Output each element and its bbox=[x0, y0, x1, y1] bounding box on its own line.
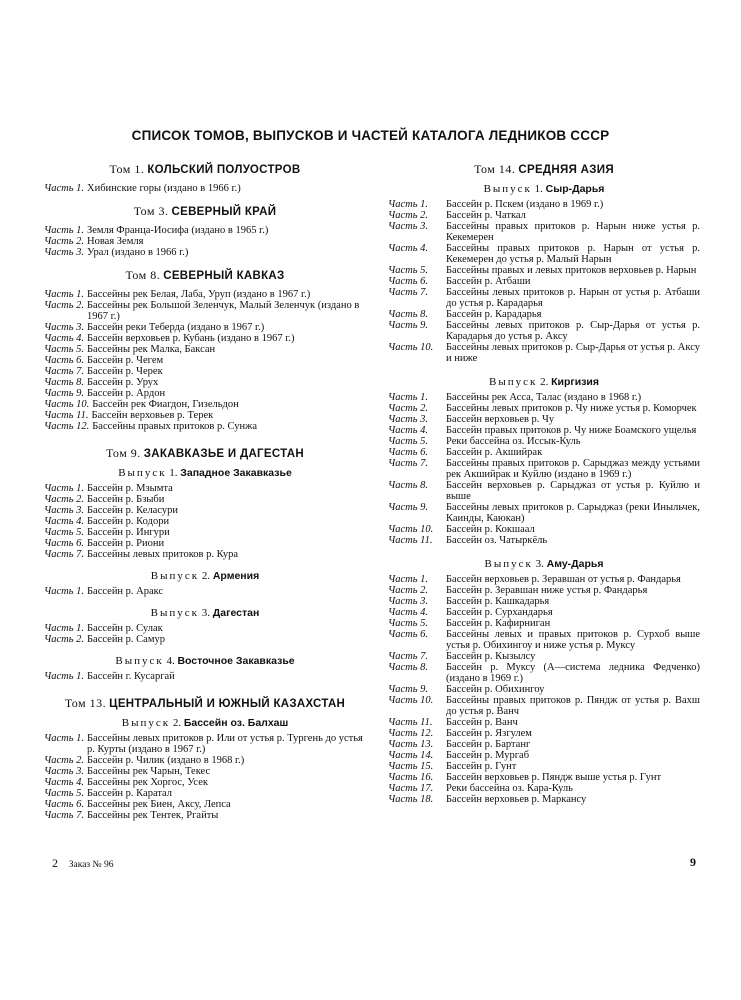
tom-heading bbox=[44, 268, 366, 283]
catalog-entry bbox=[388, 728, 700, 739]
part-label: Часть 16. bbox=[388, 772, 434, 783]
part-description: Бассейн р. Ванч bbox=[446, 717, 518, 728]
part-description: Бассейн рек Фиагдон, Гизельдон bbox=[92, 399, 239, 410]
vypusk-number: 1. bbox=[169, 467, 178, 479]
part-label: Часть 2. bbox=[388, 403, 429, 414]
part-label: Часть 4. bbox=[44, 516, 85, 527]
catalog-entry bbox=[44, 733, 366, 755]
part-description: Бассейн р. Каратал bbox=[87, 788, 173, 799]
catalog-entry bbox=[44, 183, 366, 194]
vypusk-word: Выпуск bbox=[118, 467, 167, 479]
part-label: Часть 6. bbox=[388, 276, 429, 287]
part-description: Бассейны левых притоков р. Кура bbox=[87, 549, 238, 560]
tom-name: СРЕДНЯЯ АЗИЯ bbox=[518, 164, 614, 176]
catalog-entry bbox=[388, 199, 700, 210]
part-label: Часть 5. bbox=[388, 436, 429, 447]
entry-list bbox=[388, 199, 700, 364]
vypusk-word: Выпуск bbox=[150, 607, 200, 619]
part-description: Бассейны рек Белая, Лаба, Уруп (издано в 1967 г.) bbox=[87, 289, 311, 300]
catalog-entry bbox=[388, 221, 700, 243]
footer-signature bbox=[52, 856, 113, 871]
vypusk-number: 4. bbox=[166, 655, 175, 667]
part-label: Часть 6. bbox=[44, 799, 85, 810]
part-label: Часть 3. bbox=[44, 322, 85, 333]
catalog-entry bbox=[388, 287, 700, 309]
part-label: Часть 10. bbox=[388, 695, 434, 706]
tom-name: КОЛЬСКИЙ ПОЛУОСТРОВ bbox=[147, 164, 301, 176]
catalog-entry bbox=[44, 344, 366, 355]
part-description: Бассейны рек Большой Зеленчук, Малый Зеленчук (издано в 1967 г.) bbox=[87, 300, 360, 322]
part-description: Бассейн р. Атбаши bbox=[446, 276, 531, 287]
tom-heading bbox=[44, 204, 366, 219]
vypusk-number: 3. bbox=[535, 558, 544, 570]
part-label: Часть 6. bbox=[44, 355, 85, 366]
catalog-entry bbox=[388, 403, 700, 414]
catalog-entry bbox=[388, 342, 700, 364]
part-label: Часть 14. bbox=[388, 750, 434, 761]
tom-9-section bbox=[44, 446, 366, 682]
part-description: Бассейны левых притоков р. Сыр-Дарья от устья р. Аксу и ниже bbox=[446, 342, 700, 364]
part-label: Часть 3. bbox=[388, 221, 429, 232]
catalog-entry bbox=[388, 276, 700, 287]
tom-number: Том 13. bbox=[64, 696, 107, 710]
catalog-entry bbox=[388, 458, 700, 480]
part-label: Часть 3. bbox=[44, 505, 85, 516]
catalog-entry bbox=[388, 502, 700, 524]
catalog-entry bbox=[388, 535, 700, 546]
catalog-entry bbox=[388, 425, 700, 436]
part-description: Хибинские горы (издано в 1966 г.) bbox=[87, 183, 241, 194]
part-label: Часть 4. bbox=[388, 243, 429, 254]
catalog-entry bbox=[388, 783, 700, 794]
part-description: Бассейн р. Сулак bbox=[87, 623, 163, 634]
vypusk-number: 1. bbox=[534, 183, 543, 195]
part-description: Бассейн р. Язгулем bbox=[446, 728, 532, 739]
part-label: Часть 1. bbox=[44, 623, 85, 634]
vypusk-name: Сыр-Дарья bbox=[545, 183, 605, 195]
catalog-entry bbox=[388, 243, 700, 265]
part-label: Часть 2. bbox=[44, 755, 85, 766]
vypusk-name: Киргизия bbox=[551, 376, 599, 388]
entry-list bbox=[44, 483, 366, 560]
part-label: Часть 6. bbox=[388, 447, 429, 458]
part-label: Часть 9. bbox=[388, 684, 429, 695]
part-label: Часть 4. bbox=[388, 607, 429, 618]
part-label: Часть 2. bbox=[44, 236, 85, 247]
part-description: Бассейн р. Чаткал bbox=[446, 210, 526, 221]
part-description: Новая Земля bbox=[87, 236, 144, 247]
tom-number: Том 14. bbox=[474, 162, 516, 176]
entry-list bbox=[388, 574, 700, 805]
vypusk-heading bbox=[44, 717, 366, 729]
catalog-entry bbox=[44, 399, 366, 410]
tom-number: Том 3. bbox=[133, 204, 169, 218]
catalog-entry bbox=[388, 618, 700, 629]
part-label: Часть 1. bbox=[44, 225, 85, 236]
part-description: Бассейн р. Бартанг bbox=[446, 739, 531, 750]
catalog-entry bbox=[388, 447, 700, 458]
part-label: Часть 1. bbox=[44, 183, 85, 194]
catalog-entry bbox=[44, 388, 366, 399]
tom-8-section bbox=[44, 268, 366, 432]
part-label: Часть 3. bbox=[388, 414, 429, 425]
part-description: Бассейны рек Хоргос, Усек bbox=[87, 777, 208, 788]
catalog-entry bbox=[44, 549, 366, 560]
catalog-entry bbox=[44, 247, 366, 258]
part-label: Часть 4. bbox=[44, 777, 85, 788]
part-description: Бассейн р. Муксу (А—система ледника Федченко) (издано в 1969 г.) bbox=[446, 662, 700, 684]
tom-number: Том 9. bbox=[106, 446, 141, 460]
vypusk-word: Выпуск bbox=[484, 558, 533, 570]
tom-heading bbox=[388, 162, 700, 177]
part-description: Бассейны правых притоков р. Сунжа bbox=[92, 421, 258, 432]
part-description: Реки бассейна оз. Кара-Куль bbox=[446, 783, 573, 794]
part-description: Бассейн р. Черек bbox=[87, 366, 163, 377]
catalog-entry bbox=[388, 739, 700, 750]
right-column bbox=[388, 162, 700, 815]
entry-list bbox=[388, 392, 700, 546]
catalog-entry bbox=[388, 750, 700, 761]
part-description: Бассейны рек Малка, Баксан bbox=[87, 344, 216, 355]
part-description: Бассейн р. Самур bbox=[87, 634, 165, 645]
catalog-entry bbox=[388, 695, 700, 717]
part-description: Бассейн г. Кусаргай bbox=[87, 671, 175, 682]
part-label: Часть 2. bbox=[44, 300, 85, 311]
part-description: Бассейн верховьев р. Пяндж выше устья р. Гунт bbox=[446, 772, 662, 783]
part-description: Бассейн верховьев р. Чу bbox=[446, 414, 555, 425]
part-description: Земля Франца-Иосифа (издано в 1965 г.) bbox=[87, 225, 269, 236]
catalog-entry bbox=[388, 607, 700, 618]
part-label: Часть 3. bbox=[388, 596, 429, 607]
catalog-entry bbox=[44, 634, 366, 645]
part-description: Бассейн верховьев р. Маркансу bbox=[446, 794, 587, 805]
catalog-entry bbox=[44, 483, 366, 494]
catalog-entry bbox=[44, 410, 366, 421]
vypusk-heading bbox=[388, 376, 700, 388]
part-description: Бассейн правых притоков р. Чу ниже Боамского ущелья bbox=[446, 425, 697, 436]
part-description: Бассейн р. Риони bbox=[87, 538, 165, 549]
part-description: Бассейн р. Келасури bbox=[87, 505, 178, 516]
part-label: Часть 11. bbox=[44, 410, 89, 421]
catalog-entry bbox=[388, 480, 700, 502]
part-label: Часть 7. bbox=[44, 549, 85, 560]
part-label: Часть 3. bbox=[44, 247, 85, 258]
vypusk-word: Выпуск bbox=[115, 655, 164, 667]
vypusk-name: Западное Закавказье bbox=[180, 467, 292, 479]
part-description: Бассейн р. Акшийрак bbox=[446, 447, 543, 458]
catalog-entry bbox=[44, 538, 366, 549]
part-description: Бассейн р. Обихингоу bbox=[446, 684, 545, 695]
part-description: Бассейн р. Сурхандарья bbox=[446, 607, 553, 618]
part-label: Часть 5. bbox=[388, 618, 429, 629]
part-description: Бассейн верховьев р. Терек bbox=[91, 410, 214, 421]
catalog-entry bbox=[44, 527, 366, 538]
entry-list bbox=[44, 586, 366, 597]
part-label: Часть 17. bbox=[388, 783, 434, 794]
catalog-entry bbox=[388, 772, 700, 783]
part-description: Бассейн верховьев р. Кубань (издано в 1967 г.) bbox=[87, 333, 295, 344]
part-description: Реки бассейна оз. Иссык-Куль bbox=[446, 436, 581, 447]
part-description: Бассейн верховьев р. Сарыджаз от устья р. Куйлю и выше bbox=[446, 480, 700, 502]
part-label: Часть 12. bbox=[388, 728, 434, 739]
catalog-entry bbox=[44, 623, 366, 634]
part-label: Часть 18. bbox=[388, 794, 434, 805]
part-label: Часть 7. bbox=[44, 810, 85, 821]
part-label: Часть 1. bbox=[388, 199, 429, 210]
part-label: Часть 9. bbox=[388, 320, 429, 331]
tom-heading bbox=[44, 162, 366, 177]
part-label: Часть 8. bbox=[44, 377, 85, 388]
vypusk-word: Выпуск bbox=[121, 717, 171, 729]
part-description: Бассейны рек Биен, Аксу, Лепса bbox=[87, 799, 231, 810]
part-description: Бассейн р. Пскем (издано в 1969 г.) bbox=[446, 199, 604, 210]
catalog-entry bbox=[44, 586, 366, 597]
part-label: Часть 13. bbox=[388, 739, 434, 750]
vypusk-name: Дагестан bbox=[212, 607, 260, 619]
part-label: Часть 1. bbox=[44, 733, 85, 744]
catalog-entry bbox=[44, 799, 366, 810]
part-description: Бассейны правых притоков р. Нарын от устья р. Кекемерен до устья р. Малый Нарын bbox=[446, 243, 700, 265]
part-description: Бассейн р. Зеравшан ниже устья р. Фандарья bbox=[446, 585, 648, 596]
part-label: Часть 1. bbox=[44, 483, 85, 494]
vypusk-name: Армения bbox=[212, 570, 260, 582]
part-label: Часть 6. bbox=[44, 538, 85, 549]
catalog-entry bbox=[388, 320, 700, 342]
entry-list bbox=[44, 671, 366, 682]
part-label: Часть 15. bbox=[388, 761, 434, 772]
vypusk-heading bbox=[388, 558, 700, 570]
part-description: Бассейн р. Ардон bbox=[87, 388, 166, 399]
catalog-entry bbox=[388, 662, 700, 684]
catalog-entry bbox=[44, 766, 366, 777]
tom-name: ЗАКАВКАЗЬЕ И ДАГЕСТАН bbox=[143, 448, 304, 460]
part-label: Часть 2. bbox=[388, 585, 429, 596]
part-label: Часть 1. bbox=[388, 574, 429, 585]
catalog-entry bbox=[44, 505, 366, 516]
part-description: Бассейны левых притоков р. Нарын от устья р. Атбаши до устья р. Карадарья bbox=[446, 287, 700, 309]
tom-name: СЕВЕРНЫЙ КАВКАЗ bbox=[163, 270, 285, 282]
part-description: Бассейны левых притоков р. Сарыджаз (реки Иныльчек, Каинды, Каюкан) bbox=[446, 502, 700, 524]
part-description: Бассейн р. Кодори bbox=[87, 516, 170, 527]
vypusk-number: 2. bbox=[540, 376, 549, 388]
catalog-entry bbox=[44, 421, 366, 432]
catalog-entry bbox=[44, 300, 366, 322]
part-description: Бассейны рек Тентек, Ргайты bbox=[87, 810, 219, 821]
part-description: Бассейны правых притоков р. Пяндж от устья р. Вахш до устья р. Ванч bbox=[446, 695, 700, 717]
vypusk-word: Выпуск bbox=[483, 183, 532, 195]
signature-number: 2 bbox=[52, 856, 58, 870]
catalog-entry bbox=[388, 265, 700, 276]
part-description: Бассейн р. Чегем bbox=[87, 355, 164, 366]
vypusk-name: Восточное Закавказье bbox=[177, 655, 295, 667]
catalog-entry bbox=[44, 671, 366, 682]
part-description: Бассейны левых притоков р. Или от устья р. Тургень до устья р. Курты (издано в 1967 г.) bbox=[87, 733, 363, 755]
part-label: Часть 1. bbox=[44, 289, 85, 300]
vypusk-heading bbox=[44, 467, 366, 479]
part-description: Бассейны рек Асса, Талас (издано в 1968 г.) bbox=[446, 392, 642, 403]
tom-number: Том 1. bbox=[109, 162, 145, 176]
part-description: Бассейн р. Карадарья bbox=[446, 309, 542, 320]
catalog-entry bbox=[44, 516, 366, 527]
part-label: Часть 9. bbox=[388, 502, 429, 513]
part-description: Бассейн верховьев р. Зеравшан от устья р. Фандарья bbox=[446, 574, 681, 585]
part-description: Бассейн реки Теберда (издано в 1967 г.) bbox=[87, 322, 265, 333]
part-label: Часть 5. bbox=[388, 265, 429, 276]
left-column bbox=[44, 162, 366, 831]
part-label: Часть 7. bbox=[388, 458, 429, 469]
tom-3-section bbox=[44, 204, 366, 258]
vypusk-number: 2. bbox=[201, 570, 211, 582]
entry-list bbox=[44, 623, 366, 645]
part-description: Бассейн р. Чилик (издано в 1968 г.) bbox=[87, 755, 245, 766]
catalog-entry bbox=[388, 210, 700, 221]
catalog-entry bbox=[388, 651, 700, 662]
part-label: Часть 1. bbox=[388, 392, 429, 403]
catalog-entry bbox=[44, 289, 366, 300]
catalog-entry bbox=[44, 810, 366, 821]
catalog-entry bbox=[44, 494, 366, 505]
catalog-entry bbox=[388, 717, 700, 728]
part-description: Бассейны левых притоков р. Чу ниже устья р. Коморчек bbox=[446, 403, 697, 414]
catalog-entry bbox=[388, 574, 700, 585]
tom-name: ЦЕНТРАЛЬНЫЙ И ЮЖНЫЙ КАЗАХСТАН bbox=[109, 698, 346, 710]
page-title: СПИСОК ТОМОВ, ВЫПУСКОВ И ЧАСТЕЙ КАТАЛОГА ЛЕДНИКОВ СССР bbox=[131, 128, 610, 143]
part-label: Часть 1. bbox=[44, 671, 85, 682]
catalog-entry bbox=[44, 355, 366, 366]
part-description: Бассейн р. Ингури bbox=[87, 527, 170, 538]
part-label: Часть 9. bbox=[44, 388, 85, 399]
part-label: Часть 7. bbox=[44, 366, 85, 377]
part-description: Бассейн оз. Чатыркёль bbox=[446, 535, 548, 546]
catalog-entry bbox=[388, 309, 700, 320]
catalog-entry bbox=[44, 225, 366, 236]
vypusk-name: Бассейн оз. Балхаш bbox=[183, 717, 289, 729]
catalog-entry bbox=[388, 414, 700, 425]
part-label: Часть 8. bbox=[388, 309, 429, 320]
part-label: Часть 8. bbox=[388, 662, 429, 673]
part-description: Бассейн р. Кызылсу bbox=[446, 651, 536, 662]
catalog-entry bbox=[44, 755, 366, 766]
part-description: Бассейн р. Кашкадарья bbox=[446, 596, 550, 607]
vypusk-word: Выпуск bbox=[489, 376, 538, 388]
entry-list bbox=[44, 289, 366, 432]
catalog-entry bbox=[388, 524, 700, 535]
part-description: Бассейны правых притоков р. Нарын ниже устья р. Кекемерен bbox=[446, 221, 700, 243]
tom-13-section bbox=[44, 696, 366, 821]
part-label: Часть 10. bbox=[388, 342, 434, 353]
part-label: Часть 4. bbox=[388, 425, 429, 436]
vypusk-heading bbox=[44, 607, 366, 619]
part-label: Часть 12. bbox=[44, 421, 90, 432]
part-label: Часть 5. bbox=[44, 344, 85, 355]
part-description: Бассейн р. Мургаб bbox=[446, 750, 530, 761]
catalog-entry bbox=[388, 596, 700, 607]
tom-heading bbox=[44, 446, 366, 461]
part-description: Бассейн р. Кафирниган bbox=[446, 618, 551, 629]
catalog-entry bbox=[44, 788, 366, 799]
catalog-entry bbox=[388, 585, 700, 596]
vypusk-number: 3. bbox=[201, 607, 211, 619]
part-description: Бассейны левых и правых притоков р. Сурхоб выше устья р. Обихингоу и ниже устья р. Муксу bbox=[446, 629, 700, 651]
part-label: Часть 5. bbox=[44, 527, 85, 538]
catalog-entry bbox=[388, 761, 700, 772]
tom-1-section bbox=[44, 162, 366, 194]
tom-heading bbox=[44, 696, 366, 711]
part-label: Часть 2. bbox=[388, 210, 429, 221]
entry-list bbox=[44, 733, 366, 821]
catalog-entry bbox=[44, 322, 366, 333]
part-label: Часть 11. bbox=[388, 717, 433, 728]
part-label: Часть 1. bbox=[44, 586, 85, 597]
part-description: Бассейны правых и левых притоков верховьев р. Нарын bbox=[446, 265, 697, 276]
vypusk-number: 2. bbox=[172, 717, 182, 729]
catalog-entry bbox=[44, 333, 366, 344]
part-label: Часть 7. bbox=[388, 287, 429, 298]
part-label: Часть 3. bbox=[44, 766, 85, 777]
catalog-entry bbox=[388, 684, 700, 695]
catalog-entry bbox=[388, 392, 700, 403]
tom-number: Том 8. bbox=[125, 268, 161, 282]
part-description: Бассейн р. Гунт bbox=[446, 761, 517, 772]
part-description: Бассейн р. Кокшаал bbox=[446, 524, 535, 535]
vypusk-word: Выпуск bbox=[150, 570, 200, 582]
tom-name: СЕВЕРНЫЙ КРАЙ bbox=[171, 206, 277, 218]
part-description: Бассейн р. Аракс bbox=[87, 586, 164, 597]
part-description: Бассейны левых притоков р. Сыр-Дарья от устья р. Карадарья до устья р. Аксу bbox=[446, 320, 700, 342]
part-label: Часть 8. bbox=[388, 480, 429, 491]
part-description: Бассейны правых притоков р. Сарыджаз между устьями рек Акшийрак и Куйлю (издано в 1969 г.) bbox=[446, 458, 700, 480]
part-label: Часть 10. bbox=[388, 524, 434, 535]
part-label: Часть 6. bbox=[388, 629, 429, 640]
part-label: Часть 11. bbox=[388, 535, 433, 546]
catalog-entry bbox=[44, 236, 366, 247]
part-description: Бассейн р. Урух bbox=[87, 377, 159, 388]
entry-list bbox=[44, 225, 366, 258]
part-label: Часть 5. bbox=[44, 788, 85, 799]
part-label: Часть 4. bbox=[44, 333, 85, 344]
entry-list bbox=[44, 183, 366, 194]
part-label: Часть 2. bbox=[44, 634, 85, 645]
part-label: Часть 2. bbox=[44, 494, 85, 505]
order-number: Заказ № 96 bbox=[68, 860, 114, 870]
catalog-entry bbox=[44, 366, 366, 377]
vypusk-name: Аму-Дарья bbox=[546, 558, 604, 570]
part-description: Урал (издано в 1966 г.) bbox=[87, 247, 189, 258]
catalog-entry bbox=[388, 436, 700, 447]
tom-14-section bbox=[388, 162, 700, 805]
catalog-entry bbox=[44, 777, 366, 788]
catalog-entry bbox=[388, 629, 700, 651]
catalog-entry bbox=[388, 794, 700, 805]
catalog-entry bbox=[44, 377, 366, 388]
vypusk-heading bbox=[44, 570, 366, 582]
vypusk-heading bbox=[44, 655, 366, 667]
part-label: Часть 10. bbox=[44, 399, 90, 410]
part-label: Часть 7. bbox=[388, 651, 429, 662]
vypusk-heading bbox=[388, 183, 700, 195]
part-description: Бассейны рек Чарын, Текес bbox=[87, 766, 211, 777]
part-description: Бассейн р. Бзыби bbox=[87, 494, 165, 505]
page-number: 9 bbox=[690, 855, 696, 869]
part-description: Бассейн р. Мзымта bbox=[87, 483, 173, 494]
